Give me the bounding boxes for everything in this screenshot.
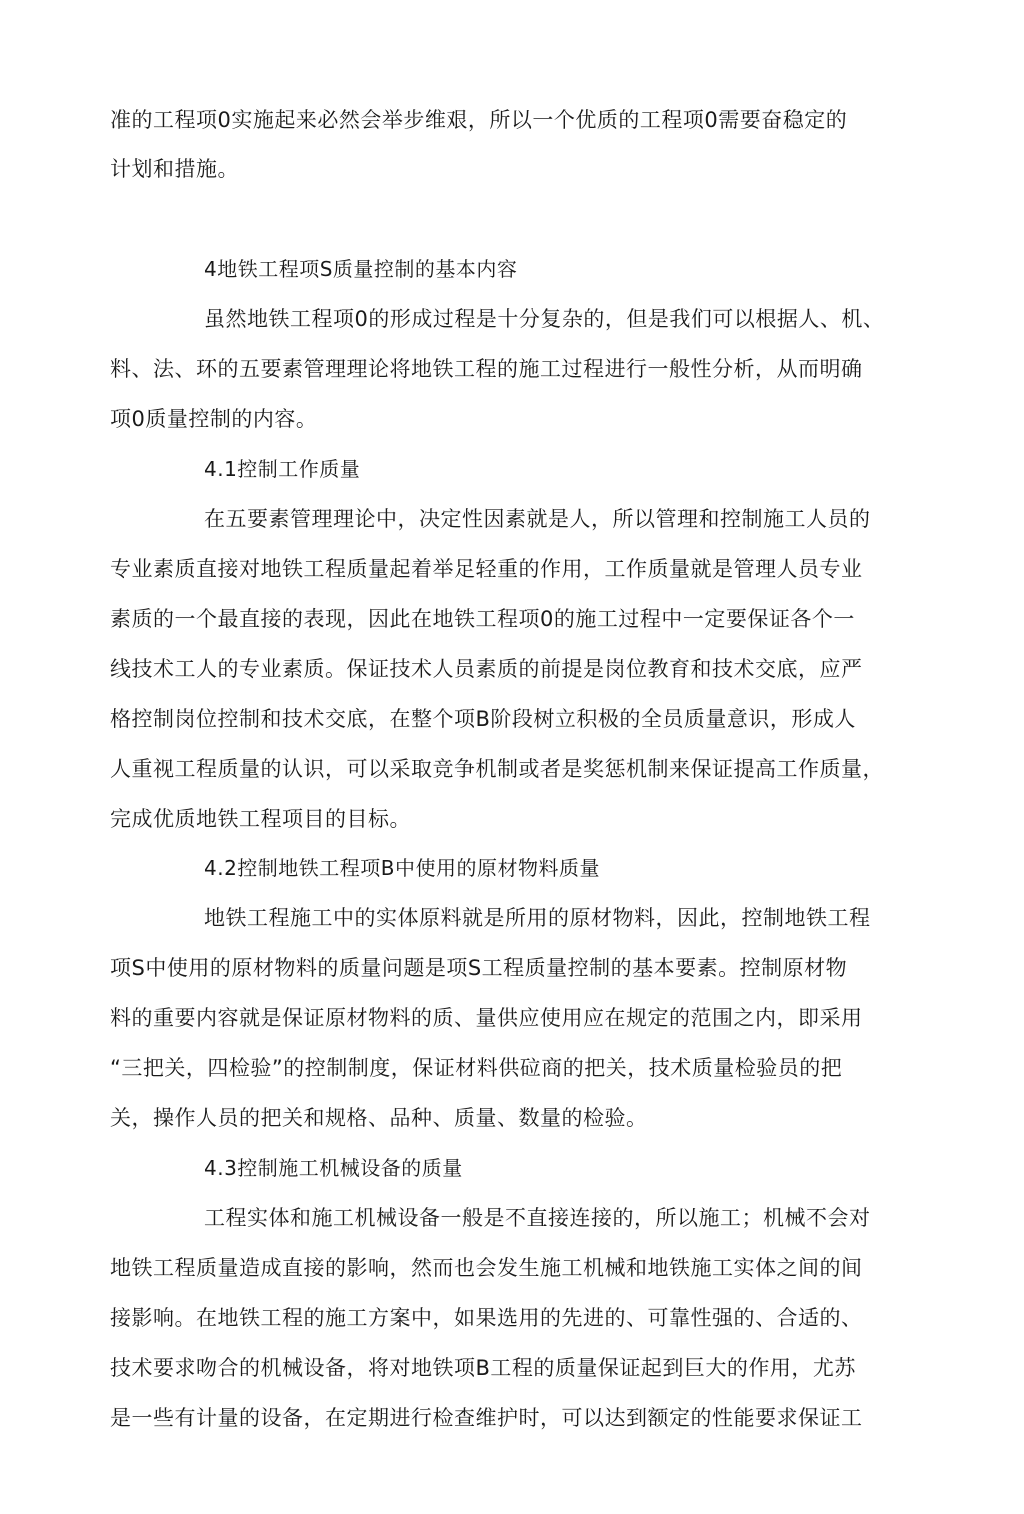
subsection-heading: 4.1控制工作质量: [204, 457, 361, 481]
text-line: 在五要素管理理论中，决定性因素就是人，所以管理和控制施工人员的: [204, 507, 871, 531]
text-line: 项S中使用的原材物料的质量问题是项S工程质量控制的基本要素。控制原材物: [110, 956, 848, 980]
text-line: 素质的一个最直接的表现，因此在地铁工程项0的施工过程中一定要保证各个一: [110, 607, 855, 631]
text-line: 线技术工人的专业素质。保证技术人员素质的前提是岗位教育和技术交底，应严: [110, 657, 863, 681]
text-line: 是一些有计量的设备，在定期进行检查维护时，可以达到额定的性能要求保证工: [110, 1406, 863, 1430]
subsection-heading: 4.2控制地铁工程项B中使用的原材物料质量: [204, 856, 601, 880]
text-line: 接影响。在地铁工程的施工方案中，如果选用的先进的、可靠性强的、合适的、: [110, 1306, 863, 1330]
text-line: 人重视工程质量的认识，可以采取竞争机制或者是奖惩机制来保证提高工作质量，: [110, 757, 884, 781]
text-line: 完成优质地铁工程项目的目标。: [110, 807, 411, 831]
text-line: 料、法、环的五要素管理理论将地铁工程的施工过程进行一般性分析，从而明确: [110, 357, 863, 381]
text-line: “三把关，四检验”的控制制度，保证材料供砬商的把关，技术质量检验员的把: [110, 1056, 843, 1080]
text-line: 项0质量控制的内容。: [110, 407, 318, 431]
text-line: 计划和措施。: [110, 157, 239, 181]
subsection-heading: 4.3控制施工机械设备的质量: [204, 1156, 463, 1180]
text-line: 虽然地铁工程项0的形成过程是十分复杂的，但是我们可以根据人、机、: [204, 307, 885, 331]
text-line: 专业素质直接对地铁工程质量起着举足轻重的作用，工作质量就是管理人员专业: [110, 557, 863, 581]
text-line: 工程实体和施工机械设备一般是不直接连接的，所以施工；机械不会对: [204, 1206, 871, 1230]
text-line: 技术要求吻合的机械设备，将对地铁项B工程的质量保证起到巨大的作用，尤苏: [110, 1356, 856, 1380]
section-heading: 4地铁工程项S质量控制的基本内容: [204, 257, 518, 281]
text-line: 格控制岗位控制和技术交底，在整个项B阶段树立积极的全员质量意识，形成人: [110, 707, 856, 731]
text-line: 关，操作人员的把关和规格、品种、质量、数量的检验。: [110, 1106, 648, 1130]
text-line: 地铁工程质量造成直接的影响，然而也会发生施工机械和地铁施工实体之间的间: [110, 1256, 863, 1280]
text-line: 地铁工程施工中的实体原料就是所用的原材物料，因此，控制地铁工程: [204, 906, 871, 930]
text-line: 料的重要内容就是保证原材物料的质、量供应使用应在规定的范围之内，即采用: [110, 1006, 863, 1030]
text-line: 准的工程项0实施起来必然会举步维艰，所以一个优质的工程项0需要奋稳定的: [110, 108, 848, 132]
